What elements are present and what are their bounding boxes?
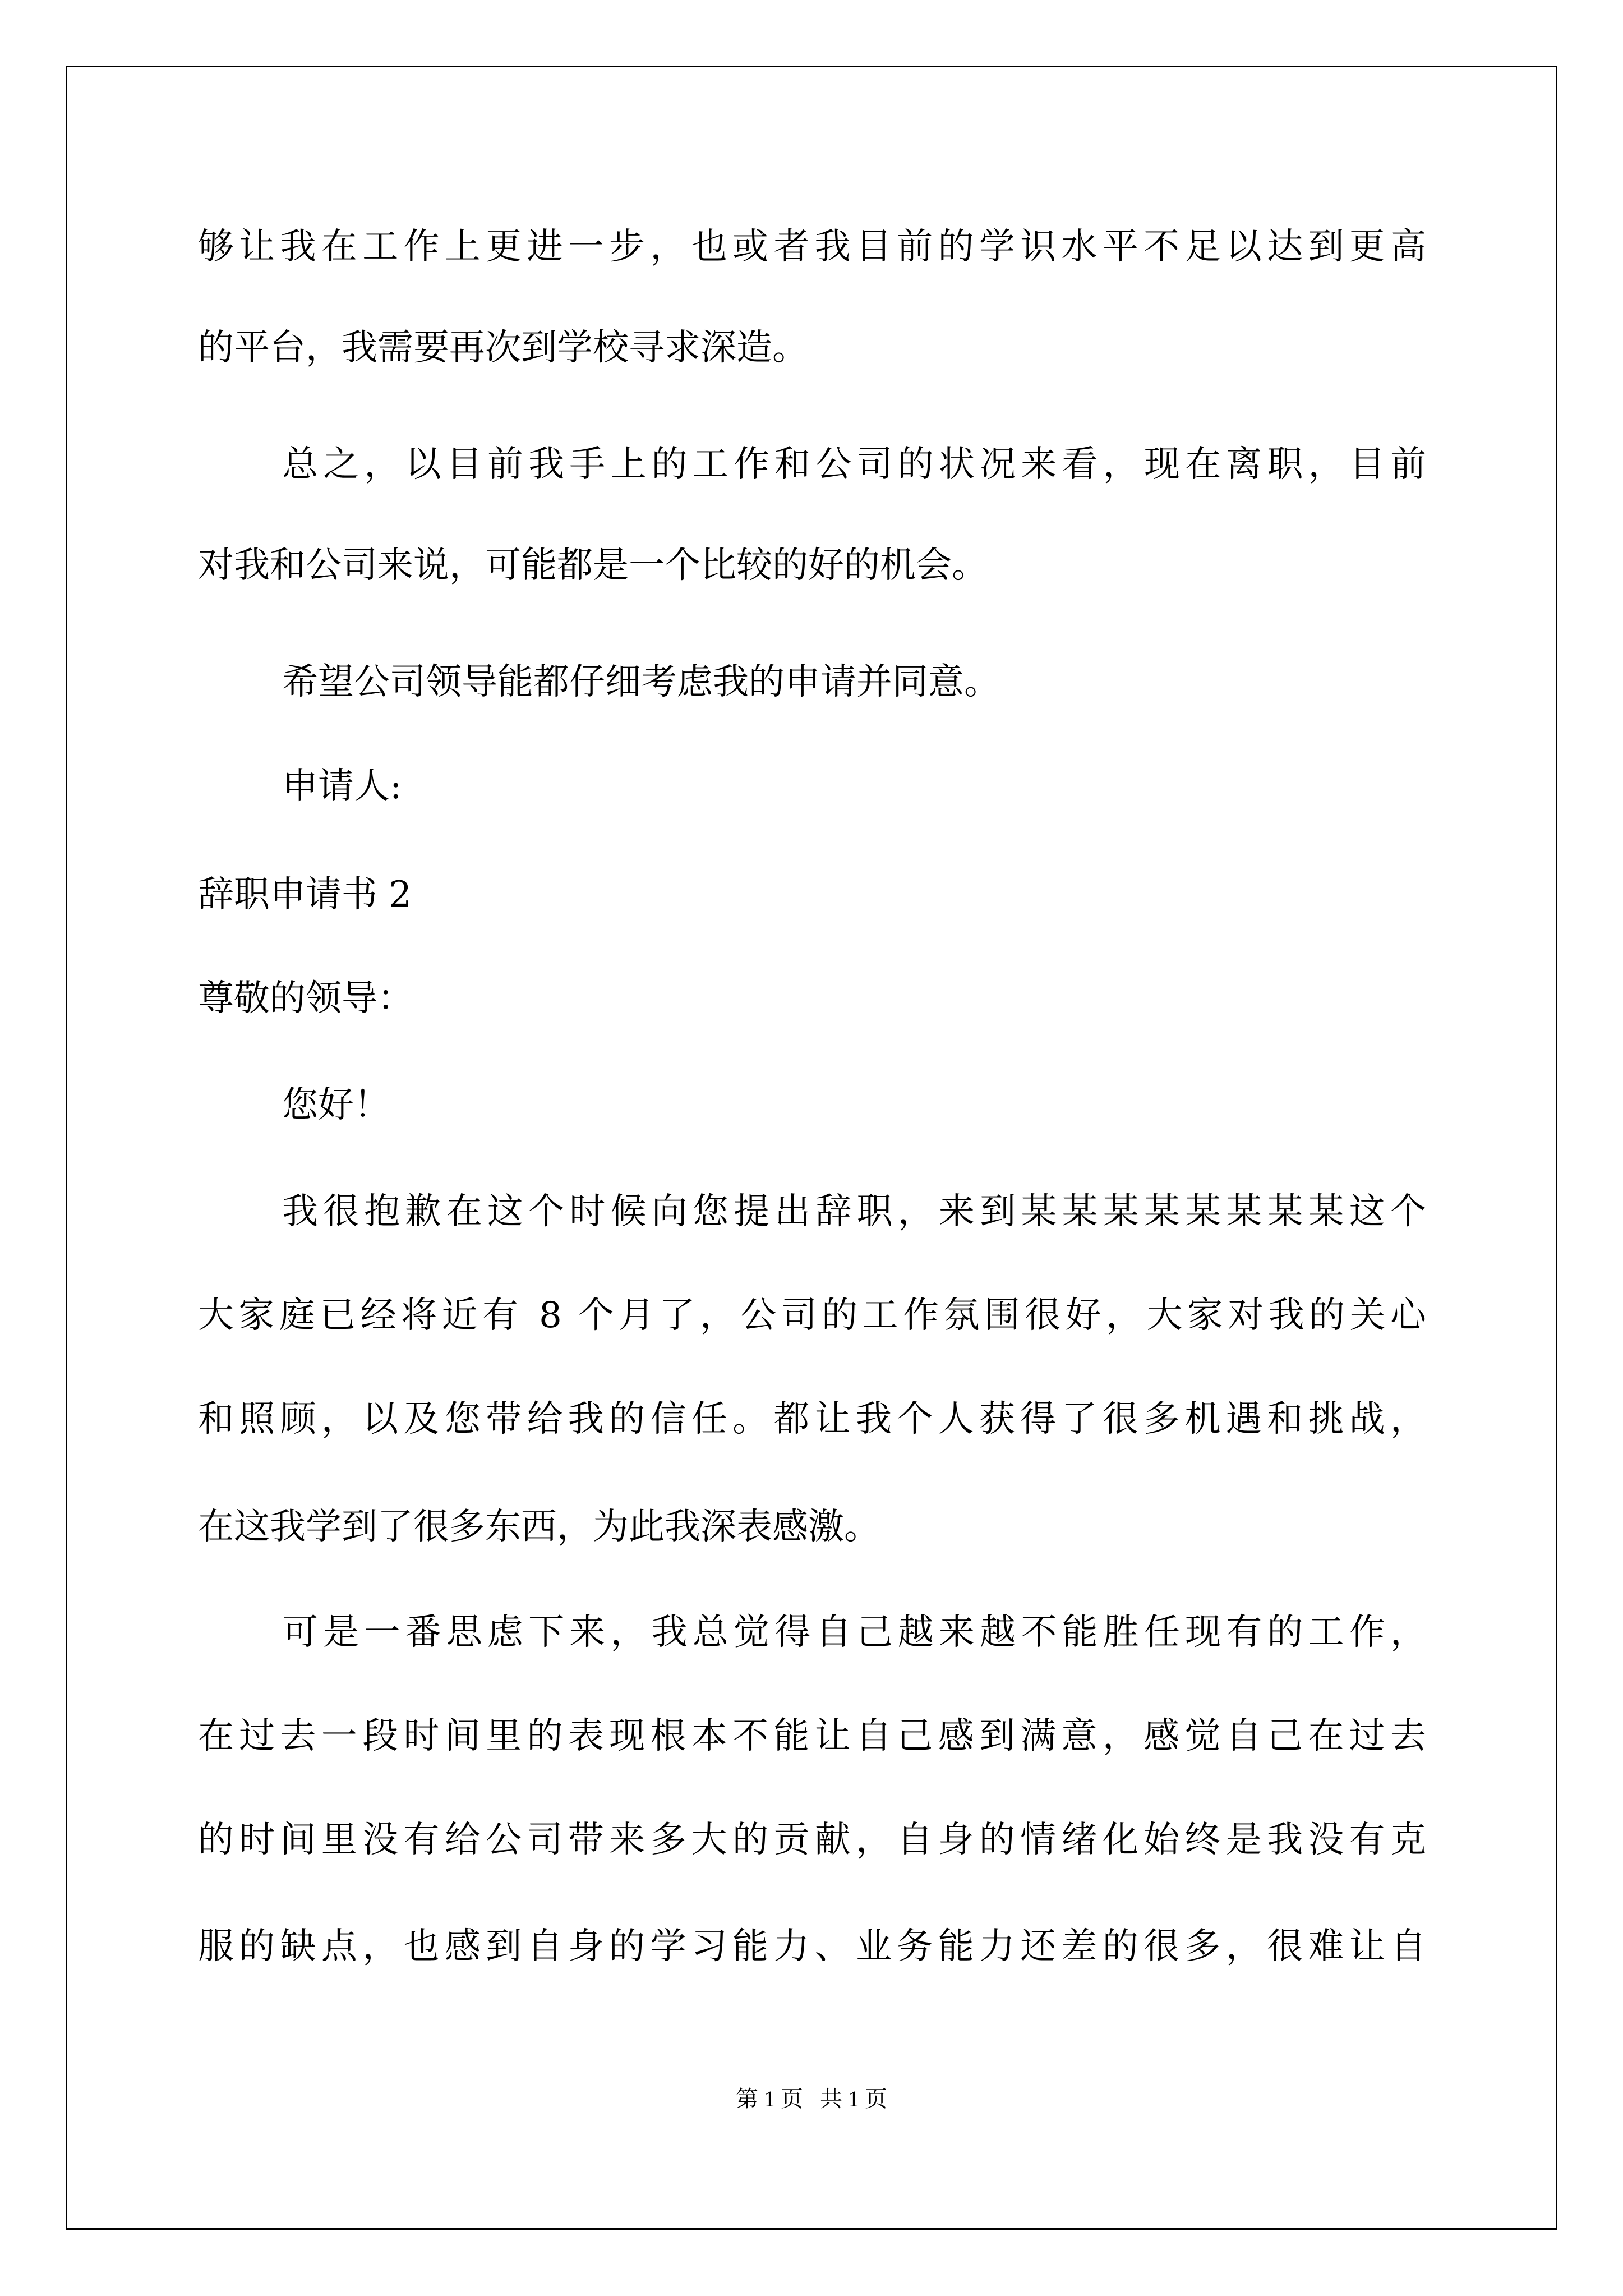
- greeting: 您好！: [282, 1084, 390, 1126]
- salutation: 尊敬的领导：: [198, 978, 413, 1019]
- body-line-3: 总之，以目前我手上的工作和公司的状况来看，现在离职，目前: [282, 444, 1426, 485]
- body-line-17: 服的缺点，也感到自身的学习能力、业务能力还差的很多，很难让自: [198, 1926, 1426, 1967]
- body-line-14: 可是一番思虑下来，我总觉得自己越来越不能胜任现有的工作，: [282, 1612, 1426, 1653]
- body-line-11: 大家庭已经将近有 8 个月了，公司的工作氛围很好，大家对我的关心: [198, 1295, 1426, 1336]
- body-line-12: 和照顾，以及您带给我的信任。都让我个人获得了很多机遇和挑战，: [198, 1398, 1426, 1440]
- body-line-1: 够让我在工作上更进一步，也或者我目前的学识水平不足以达到更高: [198, 226, 1426, 268]
- body-line-13: 在这我学到了很多东西，为此我深表感激。: [198, 1506, 880, 1548]
- body-line-5: 希望公司领导能都仔细考虑我的申请并同意。: [282, 661, 1000, 703]
- body-line-10: 我很抱歉在这个时候向您提出辞职，来到某某某某某某某某这个: [282, 1191, 1426, 1232]
- page-number-footer: 第 1 页 共 1 页: [736, 2086, 887, 2111]
- body-line-16: 的时间里没有给公司带来多大的贡献，自身的情绪化始终是我没有克: [198, 1819, 1426, 1861]
- body-line-4: 对我和公司来说，可能都是一个比较的好的机会。: [198, 545, 988, 586]
- section-heading: 辞职申请书 2: [198, 874, 412, 915]
- applicant-label: 申请人:: [282, 766, 402, 807]
- page-border: [66, 66, 1557, 2230]
- body-line-2: 的平台，我需要再次到学校寻求深造。: [198, 327, 808, 369]
- body-line-15: 在过去一段时间里的表现根本不能让自己感到满意，感觉自己在过去: [198, 1715, 1426, 1757]
